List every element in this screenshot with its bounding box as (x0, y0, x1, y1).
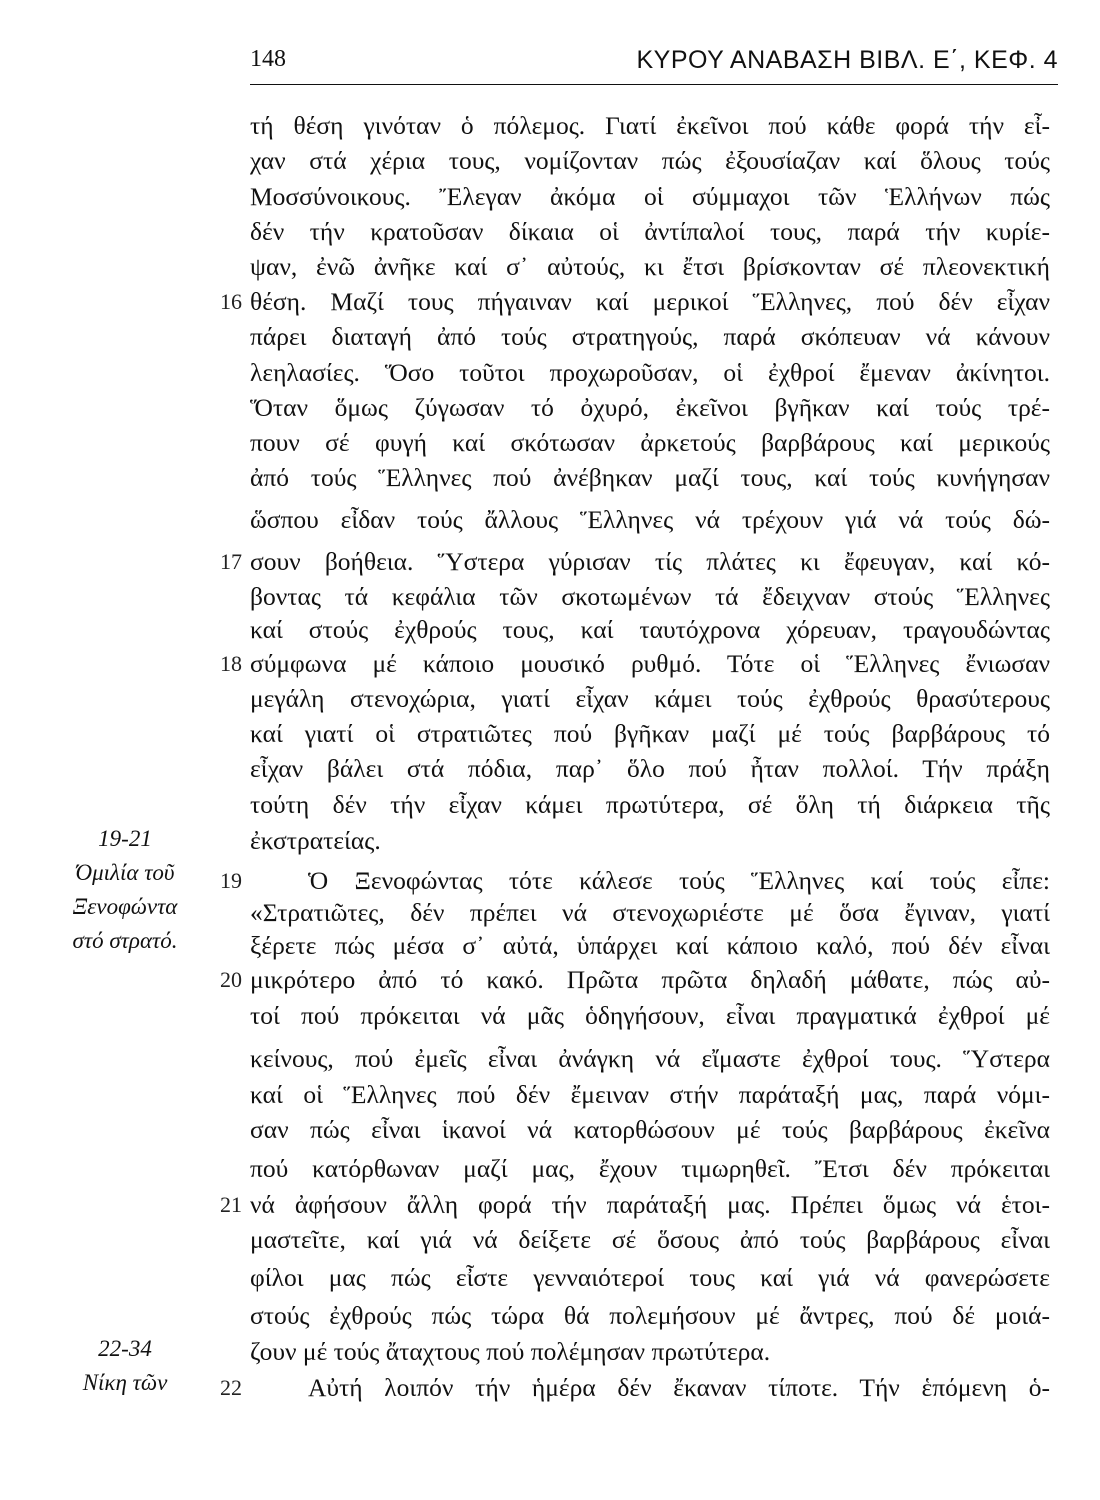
text-line: καί οἱ Ἕλληνες πού δέν ἔμειναν στήν παράταξή μας, παρά νόμι- (250, 1080, 1050, 1109)
text-line: Ὁ Ξενοφώντας τότε κάλεσε τούς Ἕλληνες καί τούς εἶπε: (308, 866, 1050, 895)
margin-note-line: Νίκη τῶν (82, 1370, 168, 1395)
running-title: ΚΥΡΟΥ ΑΝΑΒΑΣΗ ΒΙΒΛ. Ε΄, ΚΕΦ. 4 (636, 46, 1058, 74)
text-line: στούς ἐχθρούς πώς τώρα θά πολεμήσουν μέ ἄντρες, πού δέ μοιά- (250, 1301, 1050, 1330)
text-line: θέση. Μαζί τους πήγαιναν καί μερικοί Ἕλληνες, πού δέν εἶχαν (250, 287, 1050, 316)
text-line: νά ἀφήσουν ἄλλη φορά τήν παράταξή μας. Πρέπει ὅμως νά ἑτοι- (250, 1190, 1050, 1219)
text-line: τή θέση γινόταν ὁ πόλεμος. Γιατί ἐκεῖνοι πού κάθε φορά τήν εἶ- (250, 111, 1050, 140)
text-line: πουν σέ φυγή καί σκότωσαν ἀρκετούς βαρβάρους καί μερικούς (250, 428, 1050, 457)
text-line: πάρει διαταγή ἀπό τούς στρατηγούς, παρά σκόπευαν νά κάνουν (250, 322, 1050, 351)
text-line: ἀπό τούς Ἕλληνες πού ἀνέβηκαν μαζί τους, καί τούς κυνήγησαν (250, 463, 1050, 492)
text-line: μικρότερο ἀπό τό κακό. Πρῶτα πρῶτα δηλαδή μάθατε, πώς αὐ- (250, 965, 1050, 994)
verse-number: 20 (220, 967, 242, 992)
text-line: βοντας τά κεφάλια τῶν σκοτωμένων τά ἔδειχναν στούς Ἕλληνες (250, 582, 1050, 611)
text-line: ψαν, ἐνῶ ἀνῆκε καί σ᾿ αὐτούς, κι ἔτσι βρίσκονταν σέ πλεονεκτική (250, 252, 1050, 281)
text-line: ὥσπου εἶδαν τούς ἄλλους Ἕλληνες νά τρέχουν γιά νά τούς δώ- (250, 505, 1050, 534)
verse-number: 21 (220, 1192, 242, 1217)
text-line: Μοσσύνοικους. Ἔλεγαν ἀκόμα οἱ σύμμαχοι τῶν Ἑλλήνων πώς (250, 182, 1050, 211)
text-line: ζουν μέ τούς ἄταχτους πού πολέμησαν πρωτύτερα. (250, 1337, 771, 1366)
margin-note (40, 1332, 210, 1400)
text-line: σουν βοήθεια. Ὕστερα γύρισαν τίς πλάτες κι ἔφευγαν, καί κό- (250, 547, 1050, 576)
verse-number: 16 (220, 289, 242, 314)
page-header (250, 40, 1058, 85)
text-line: πού κατόρθωναν μαζί μας, ἔχουν τιμωρηθεῖ. Ἔτσι δέν πρόκειται (250, 1154, 1050, 1183)
text-line: εἶχαν βάλει στά πόδια, παρ᾿ ὅλο πού ἦταν πολλοί. Τήν πράξη (250, 754, 1050, 783)
margin-note (40, 822, 210, 958)
text-line: «Στρατιῶτες, δέν πρέπει νά στενοχωριέστε μέ ὅσα ἔγιναν, γιατί (250, 898, 1050, 927)
margin-note-line: Όμιλία τοῦ (75, 860, 175, 885)
text-line: Ὅταν ὅμως ζύγωσαν τό ὀχυρό, ἐκεῖνοι βγῆκαν καί τούς τρέ- (250, 393, 1050, 422)
text-line: κείνους, πού ἐμεῖς εἶναι ἀνάγκη νά εἴμαστε ἐχθροί τους. Ὕστερα (250, 1044, 1050, 1073)
text-line: χαν στά χέρια τους, νομίζονταν πώς ἐξουσίαζαν καί ὅλους τούς (250, 146, 1050, 175)
verse-number: 17 (220, 549, 242, 574)
verse-number: 18 (220, 651, 242, 676)
text-line: μαστεῖτε, καί γιά νά δείξετε σέ ὅσους ἀπό τούς βαρβάρους εἶναι (250, 1225, 1050, 1254)
text-line: ξέρετε πώς μέσα σ᾿ αὐτά, ὑπάρχει καί κάποιο καλό, πού δέν εἶναι (250, 931, 1050, 960)
text-line: δέν τήν κρατοῦσαν δίκαια οἱ ἀντίπαλοί τους, παρά τήν κυρίε- (250, 217, 1050, 246)
margin-note-range: 22-34 (98, 1336, 152, 1361)
text-line: Αὐτή λοιπόν τήν ἡμέρα δέν ἔκαναν τίποτε. Τήν ἑπόμενη ὁ- (308, 1373, 1050, 1402)
text-line: φίλοι μας πώς εἶστε γενναιότεροί τους καί γιά νά φανερώσετε (250, 1263, 1050, 1292)
text-line: καί γιατί οἱ στρατιῶτες πού βγῆκαν μαζί μέ τούς βαρβάρους τό (250, 719, 1050, 748)
page-number: 148 (250, 46, 286, 72)
margin-note-line: στό στρατό. (72, 928, 178, 953)
text-line: ἐκστρατείας. (250, 826, 381, 855)
text-line: λεηλασίες. Ὅσο τοῦτοι προχωροῦσαν, οἱ ἐχθροί ἔμεναν ἀκίνητοι. (250, 358, 1050, 387)
margin-note-line: Ξενοφώντα (72, 894, 178, 919)
verse-number: 22 (220, 1375, 242, 1400)
text-line: τούτη δέν τήν εἶχαν κάμει πρωτύτερα, σέ ὅλη τή διάρκεια τῆς (250, 790, 1050, 819)
text-line: μεγάλη στενοχώρια, γιατί εἶχαν κάμει τούς ἐχθρούς θρασύτερους (250, 684, 1050, 713)
text-line: καί στούς ἐχθρούς τους, καί ταυτόχρονα χόρευαν, τραγουδώντας (250, 615, 1050, 644)
margin-note-range: 19-21 (98, 826, 152, 851)
text-line: τοί πού πρόκειται νά μᾶς ὁδηγήσουν, εἶναι πραγματικά ἐχθροί μέ (250, 1001, 1050, 1030)
text-line: σαν πώς εἶναι ἱκανοί νά κατορθώσουν μέ τούς βαρβάρους ἐκεῖνα (250, 1115, 1050, 1144)
verse-number: 19 (220, 868, 242, 893)
text-line: σύμφωνα μέ κάποιο μουσικό ρυθμό. Τότε οἱ Ἕλληνες ἔνιωσαν (250, 649, 1050, 678)
